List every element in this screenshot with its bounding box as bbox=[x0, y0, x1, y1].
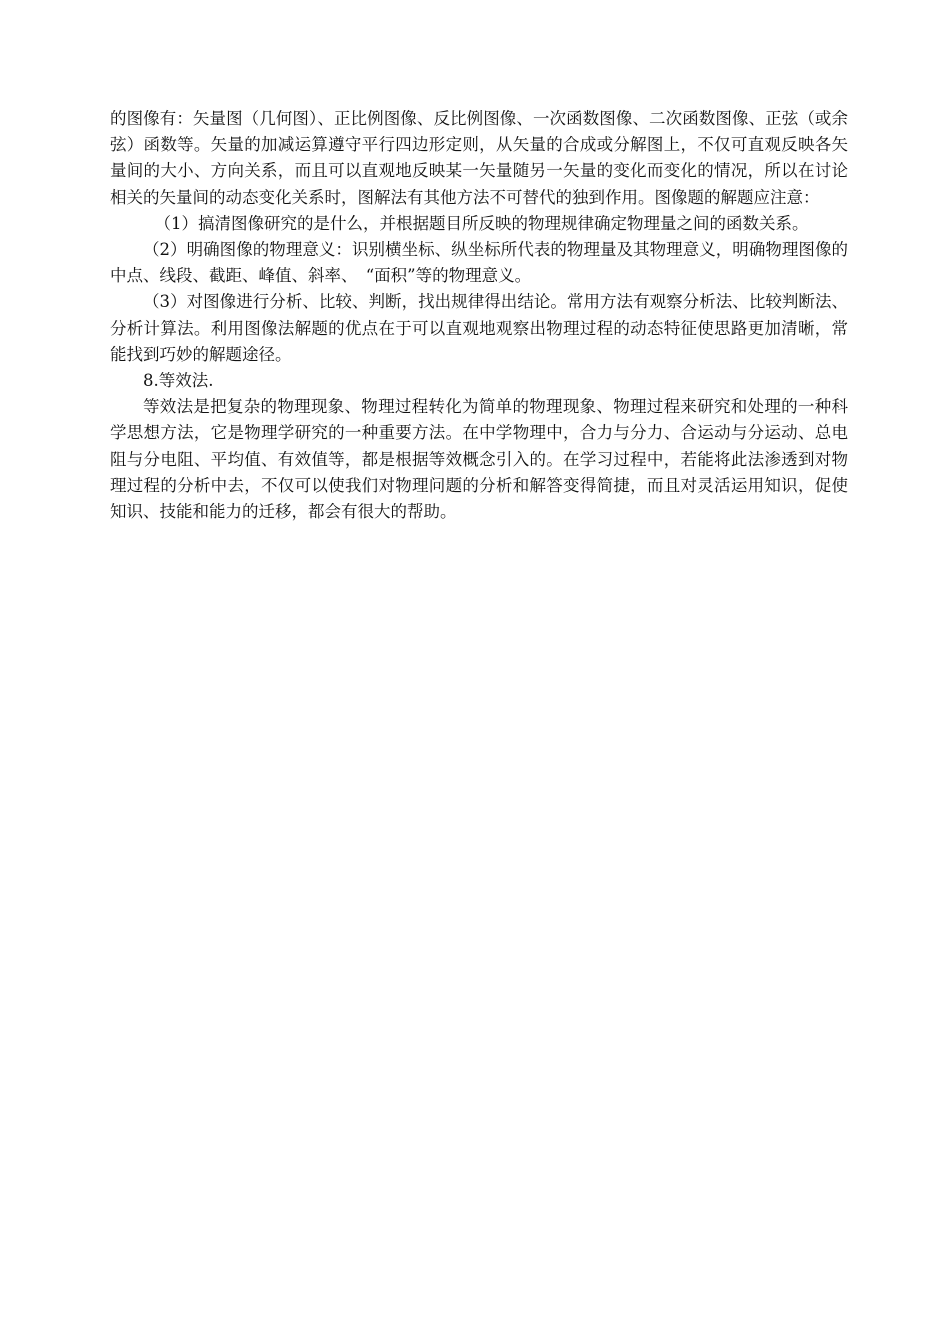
paragraph-graph-types: 的图像有：矢量图（几何图）、正比例图像、反比例图像、一次函数图像、二次函数图像、正弦（或余弦）函数等。矢量的加减运算遵守平行四边形定则，从矢量的合成或分解图上，不仅可直观反映各矢量间的大小、方向关系，而且可以直观地反映某一矢量随另一矢量的变化而变化的情况，所以在讨论相关的矢量间的动态变化关系时，图解法有其他方法不可替代的独到作用。图像题的解题应注意： bbox=[110, 109, 848, 207]
document-body bbox=[110, 106, 848, 525]
section-heading-equivalence: 8.等效法. bbox=[143, 371, 214, 391]
paragraph-point-1: （1）搞清图像研究的是什么，并根据题目所反映的物理规律确定物理量之间的函数关系。 bbox=[154, 213, 809, 233]
paragraph-point-3: （3）对图像进行分析、比较、判断，找出规律得出结论。常用方法有观察分析法、比较判断法、分析计算法。利用图像法解题的优点在于可以直观地观察出物理过程的动态特征使思路更加清晰，常能找到巧妙的解题途径。 bbox=[110, 292, 848, 364]
paragraph-point-2: （2）明确图像的物理意义：识别横坐标、纵坐标所代表的物理量及其物理意义，明确物理图像的中点、线段、截距、峰值、斜率、 “面积”等的物理意义。 bbox=[110, 240, 848, 286]
paragraph-equivalence-method: 等效法是把复杂的物理现象、物理过程转化为简单的物理现象、物理过程来研究和处理的一种科学思想方法，它是物理学研究的一种重要方法。在中学物理中，合力与分力、合运动与分运动、总电阻与分电阻、平均值、有效值等，都是根据等效概念引入的。在学习过程中，若能将此法渗透到对物理过程的分析中去，不仅可以使我们对物理问题的分析和解答变得简捷，而且对灵活运用知识，促使知识、技能和能力的迁移，都会有很大的帮助。 bbox=[110, 397, 848, 522]
